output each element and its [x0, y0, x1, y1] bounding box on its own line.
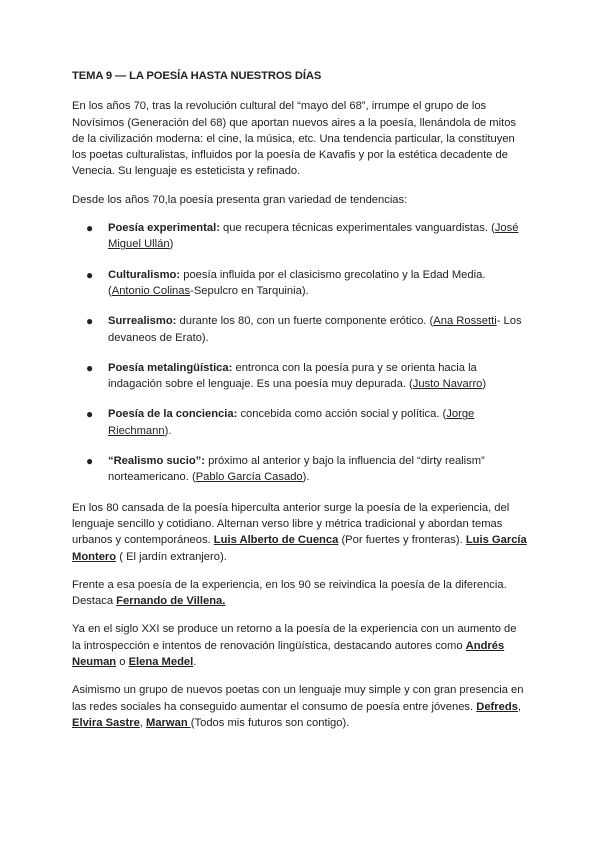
item-desc: concebida como acción social y política. ( [237, 408, 447, 421]
bullet-icon: ● [86, 407, 94, 422]
bullet-icon: ● [86, 314, 94, 329]
list-item [72, 220, 528, 253]
item-tail: ). [164, 424, 172, 437]
paragraph-80s [72, 500, 528, 565]
paragraph-text: Ya en el siglo XXI se produce un retorno a la poesía de la experiencia con un aumento de la introspección e intentos de renovación lingüística, destacando autores como [72, 623, 517, 652]
paragraph-text: o [116, 656, 129, 669]
list-item [72, 267, 528, 300]
list-item [72, 313, 528, 346]
list-item [72, 406, 528, 439]
tendencias-list [72, 220, 528, 486]
author-link[interactable]: Andrés Neuman [72, 639, 505, 669]
paragraph-text: . [193, 656, 197, 669]
bullet-icon: ● [86, 267, 94, 282]
item-term: Surrealismo: [108, 315, 177, 328]
author-link[interactable]: José Miguel Ullán [108, 222, 519, 251]
bullet-icon: ● [86, 454, 94, 469]
author-link[interactable]: Pablo García Casado [195, 471, 303, 484]
author-link[interactable]: Ana Rossetti [433, 315, 497, 328]
item-desc: que recupera técnicas experimentales vanguardistas. ( [219, 222, 495, 235]
paragraph-xxi [72, 621, 528, 670]
item-term: “Realismo sucio”: [108, 455, 205, 468]
author-link[interactable]: Elvira Sastre [72, 716, 140, 729]
document-title: TEMA 9 — LA POESÍA HASTA NUESTROS DÍAS [72, 70, 322, 82]
paragraph-text: En los 80 cansada de la poesía hiperculta anterior surge la poesía de la experiencia, del lenguaje sencillo y cotidiano. Alternan verso libre y métrica tradicional y abordan temas urbanos y contemporáneos. [72, 501, 510, 547]
list-item [72, 360, 528, 393]
item-tail: ) [482, 378, 487, 391]
document-page [72, 68, 528, 743]
item-term: Poesía de la conciencia: [108, 408, 238, 421]
paragraph-90s [72, 577, 528, 610]
item-tail: ). [302, 471, 310, 484]
paragraph-text: (Todos mis futuros son contigo). [190, 716, 350, 729]
item-tail: - Los devaneos de Erato). [108, 315, 522, 344]
paragraph-redes [72, 682, 528, 731]
author-link[interactable]: Antonio Colinas [111, 284, 191, 297]
author-link[interactable]: Marwan [146, 716, 191, 729]
item-term: Culturalismo: [108, 268, 181, 281]
item-desc: durante los 80, con un fuerte componente erótico. ( [176, 315, 434, 328]
author-link[interactable]: Jorge Riechmann [108, 408, 475, 437]
author-link[interactable]: Defreds [476, 700, 518, 713]
paragraph-text: Frente a esa poesía de la experiencia, en los 90 se reivindica la poesía de la diferencia. Destaca [72, 578, 507, 608]
paragraph-text: , [517, 700, 522, 713]
paragraph-text: (Por fuertes y fronteras). [338, 534, 466, 547]
intro-paragraph: En los años 70, tras la revolución cultural del “mayo del 68”, irrumpe el grupo de los Novísimos (Generación del 68) que aportan nuevos aires a la poesía, llenándola de mitos de la civilización moderna: el cine, la música, etc. Una tendencia particular, la constituyen los poetas culturalistas, influidos por la poesía de Kavafis y por la estética decadente de Venecia. Su lenguaje es esteticista y refinado. [72, 100, 517, 178]
author-link[interactable]: Luis Alberto de Cuenca [213, 534, 339, 547]
bullet-icon: ● [86, 221, 94, 236]
author-link[interactable]: Luis García Montero [72, 534, 527, 563]
item-term: Poesía experimental: [108, 222, 220, 235]
paragraph-text: , [139, 716, 147, 729]
paragraph-text: Asimismo un grupo de nuevos poetas con un lenguaje muy simple y con gran presencia en las redes sociales ha conseguido aumentar el consumo de poesía entre jóvenes. [72, 684, 524, 713]
item-term: Poesía metalingüística: [108, 361, 233, 374]
author-link[interactable]: Justo Navarro [412, 378, 483, 391]
list-item [72, 453, 528, 486]
item-tail: ) [169, 238, 174, 251]
item-desc: poesía influida por el clasicismo grecolatino y la Edad Media. ( [108, 268, 486, 297]
item-tail: -Sepulcro en Tarquinia). [190, 284, 309, 297]
tendencias-intro: Desde los años 70,la poesía presenta gran variedad de tendencias: [72, 193, 408, 206]
paragraph-text: ( El jardín extranjero). [116, 550, 227, 563]
author-link[interactable]: Elena Medel [128, 656, 194, 669]
author-link[interactable]: Fernando de Villena. [116, 595, 226, 608]
bullet-icon: ● [86, 360, 94, 375]
item-desc: próximo al anterior y bajo la influencia del “dirty realism” norteamericano. ( [108, 455, 485, 484]
item-desc: entronca con la poesía pura y se orienta hacia la indagación sobre el lenguaje. Es una poesía muy depurada. ( [108, 361, 477, 391]
